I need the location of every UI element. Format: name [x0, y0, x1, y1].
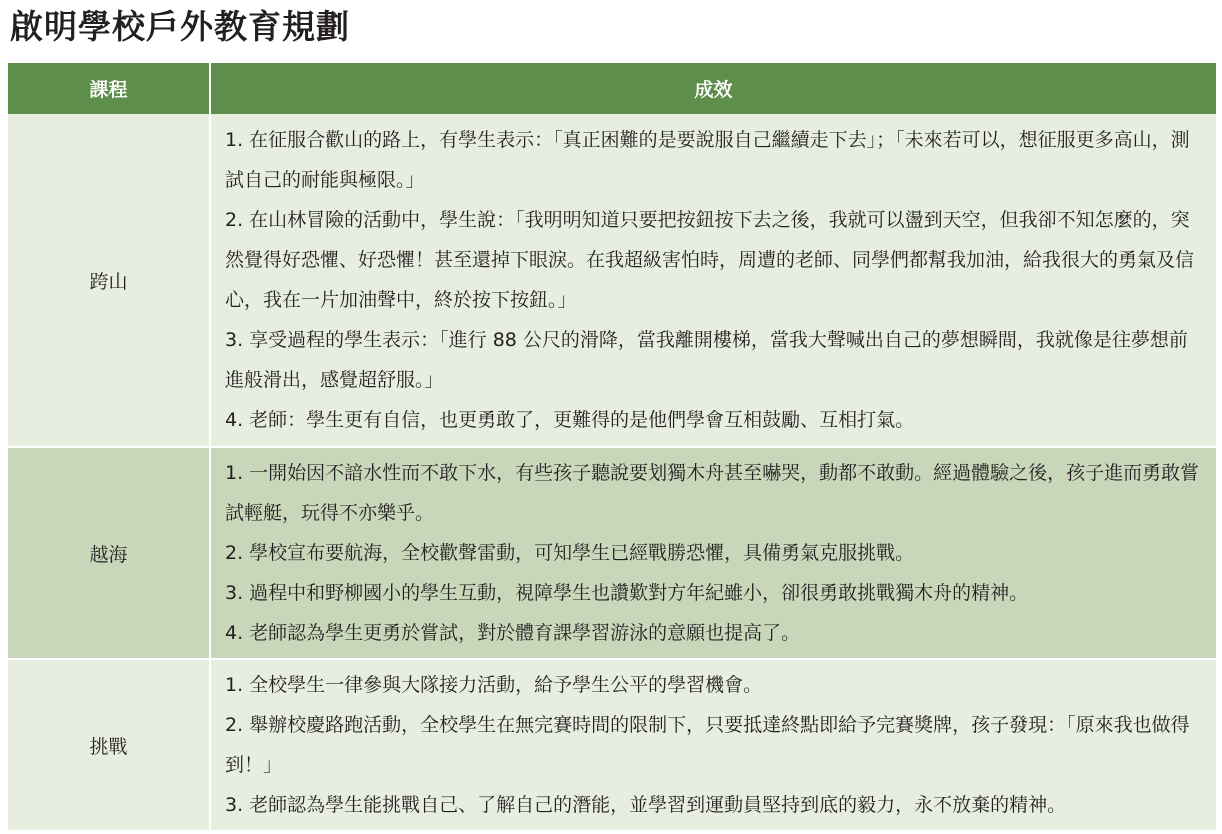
- column-header-effect: 成效: [210, 63, 1216, 114]
- effect-item: 2. 學校宣布要航海，全校歡聲雷動，可知學生已經戰勝恐懼，具備勇氣克服挑戰。: [225, 542, 915, 564]
- effect-list: [210, 447, 1216, 659]
- outdoor-education-table: [8, 63, 1216, 832]
- column-header-course: 課程: [8, 63, 210, 114]
- effect-item: 4. 老師：學生更有自信，也更勇敢了，更難得的是他們學會互相鼓勵、互相打氣。: [225, 409, 915, 431]
- course-name: 挑戰: [8, 659, 210, 831]
- table-header-row: [8, 63, 1216, 114]
- effect-item: 3. 過程中和野柳國小的學生互動，視障學生也讚歎對方年紀雖小，卻很勇敢挑戰獨木舟的精神。: [225, 582, 1029, 604]
- effect-item: 3. 老師認為學生能挑戰自己、了解自己的潛能，並學習到運動員堅持到底的毅力，永不放棄的精神。: [225, 794, 1067, 816]
- effect-item: 4. 老師認為學生更勇於嘗試，對於體育課學習游泳的意願也提高了。: [225, 622, 801, 644]
- effect-list: [210, 114, 1216, 447]
- table-row: [8, 447, 1216, 659]
- effect-item: 1. 一開始因不諳水性而不敢下水，有些孩子聽說要划獨木舟甚至嚇哭，動都不敢動。經過體驗之後，孩子進而勇敢嘗試輕艇，玩得不亦樂乎。: [225, 462, 1200, 524]
- course-name: 越海: [8, 447, 210, 659]
- effect-item: 1. 在征服合歡山的路上，有學生表示：「真正困難的是要說服自己繼續走下去」；「未來若可以，想征服更多高山，測試自己的耐能與極限。」: [225, 129, 1190, 191]
- course-name: 跨山: [8, 114, 210, 447]
- effect-list: [210, 659, 1216, 831]
- effect-item: 3. 享受過程的學生表示：「進行 88 公尺的滑降，當我離開樓梯，當我大聲喊出自己的夢想瞬間，我就像是往夢想前進般滑出，感覺超舒服。」: [225, 329, 1188, 391]
- effect-item: 2. 在山林冒險的活動中，學生說：「我明明知道只要把按鈕按下去之後，我就可以盪到天空，但我卻不知怎麼的，突然覺得好恐懼、好恐懼！甚至還掉下眼淚。在我超級害怕時，周遭的老師、同學們都幫我加油，給我很大的勇氣及信心，我在一片加油聲中，終於按下按鈕。」: [225, 209, 1195, 311]
- effect-item: 2. 舉辦校慶路跑活動，全校學生在無完賽時間的限制下，只要抵達終點即給予完賽獎牌，孩子發現：「原來我也做得到！」: [225, 714, 1190, 776]
- page-title: 啟明學校戶外教育規劃: [10, 7, 350, 46]
- effect-item: 1. 全校學生一律參與大隊接力活動，給予學生公平的學習機會。: [225, 674, 763, 696]
- table-row: [8, 659, 1216, 831]
- table-row: [8, 114, 1216, 447]
